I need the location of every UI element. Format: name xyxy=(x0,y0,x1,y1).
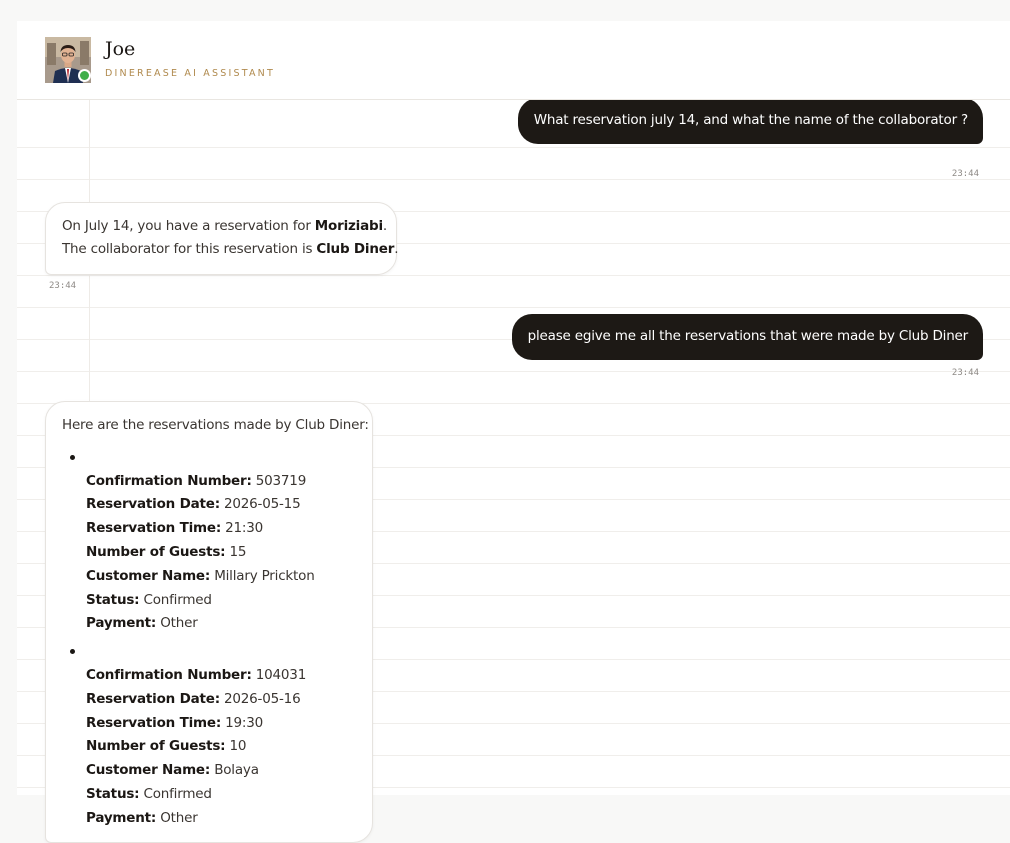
message-punctuation: . xyxy=(394,241,399,257)
message-punctuation: . xyxy=(382,218,387,234)
user-message-bubble xyxy=(512,314,983,360)
payment-field: Payment: Other xyxy=(86,810,198,826)
confirmation-number-field: Confirmation Number: 104031 xyxy=(86,667,307,683)
assistant-message-bubble xyxy=(45,401,373,843)
message-timestamp: 23:44 xyxy=(951,169,979,179)
reservations-intro: Here are the reservations made by Club Diner: xyxy=(62,417,369,433)
reservation-time-field: Reservation Time: 19:30 xyxy=(86,715,264,731)
confirmation-number-field: Confirmation Number: 503719 xyxy=(86,473,307,489)
user-message-text: What reservation july 14, and what the name of the collaborator ? xyxy=(533,112,968,128)
chat-messages[interactable] xyxy=(17,100,1010,826)
user-message-bubble xyxy=(518,98,983,144)
message-text: The collaborator for this reservation is xyxy=(62,241,317,257)
reservation-date-field: Reservation Date: 2026-05-15 xyxy=(86,496,301,512)
user-message-text: please egive me all the reservations that were made by Club Diner xyxy=(527,328,968,344)
list-bullet xyxy=(70,455,75,460)
customer-name-field: Customer Name: Millary Prickton xyxy=(86,568,315,584)
status-field: Status: Confirmed xyxy=(86,592,212,608)
reservation-date-field: Reservation Date: 2026-05-16 xyxy=(86,691,301,707)
assistant-message-line xyxy=(62,238,398,261)
agent-name: Joe xyxy=(105,38,136,60)
message-timestamp: 23:44 xyxy=(49,281,77,291)
assistant-message-line xyxy=(62,215,387,238)
assistant-message-bubble xyxy=(45,202,397,275)
customer-name-field: Customer Name: Bolaya xyxy=(86,762,259,778)
chat-header xyxy=(17,21,1010,100)
number-of-guests-field: Number of Guests: 15 xyxy=(86,544,247,560)
status-field: Status: Confirmed xyxy=(86,786,212,802)
message-timestamp: 23:44 xyxy=(951,368,979,378)
agent-role: DINEREASE AI ASSISTANT xyxy=(105,68,275,79)
reservation-time-field: Reservation Time: 21:30 xyxy=(86,520,264,536)
message-text: On July 14, you have a reservation for xyxy=(62,218,315,234)
chat-app xyxy=(17,21,1010,826)
number-of-guests-field: Number of Guests: 10 xyxy=(86,738,247,754)
collaborator-name: Club Diner xyxy=(316,241,395,257)
list-bullet xyxy=(70,649,75,654)
payment-field: Payment: Other xyxy=(86,615,198,631)
online-status-indicator xyxy=(78,69,91,82)
restaurant-name: Moriziabi xyxy=(314,218,383,234)
